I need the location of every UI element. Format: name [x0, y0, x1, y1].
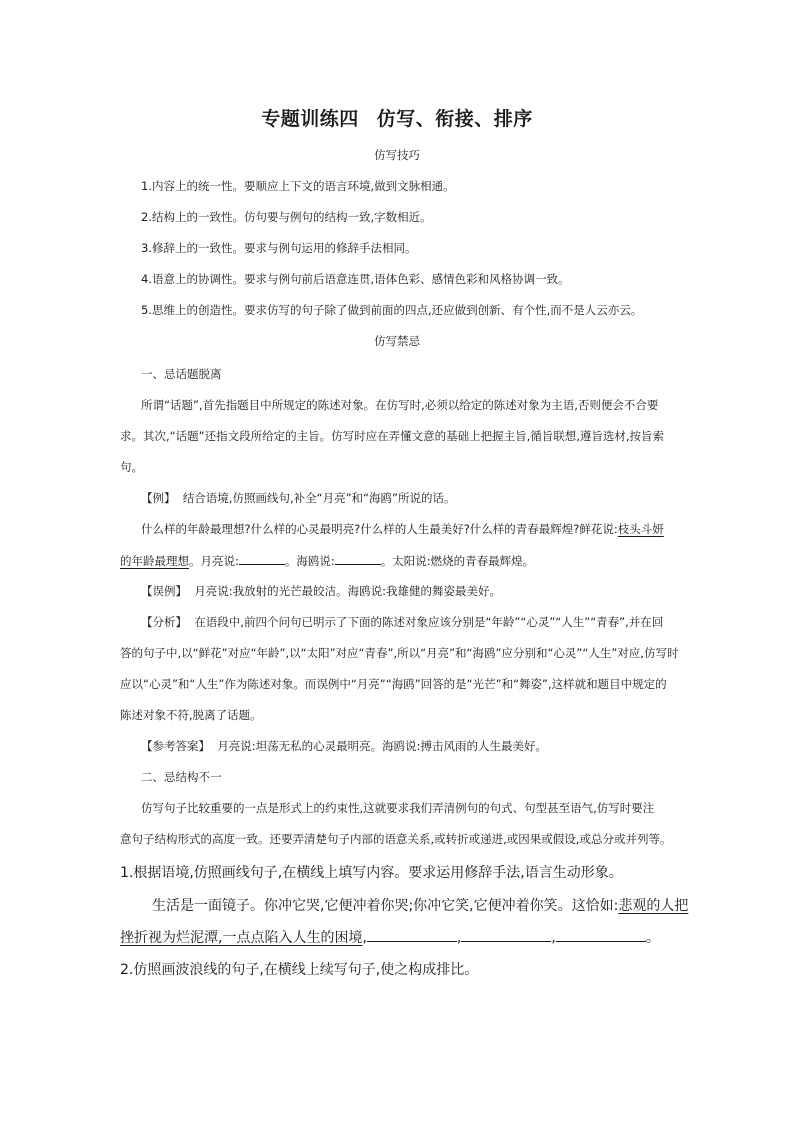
paragraph-line: 句。 [120, 460, 143, 474]
title-topic: 仿写、衔接、排序 [376, 108, 533, 130]
tip-item: 5.思维上的创造性。要求仿写的句子除了做到前面的四点,还应做到创新、有个性,而不是人云亦云。 [141, 303, 643, 317]
example-text: 。月亮说: [189, 554, 239, 568]
underlined-phrase: 的年龄最理想 [120, 554, 189, 568]
part2-heading: 二、忌结构不一 [141, 770, 222, 784]
title-main: 专题训练四 [261, 108, 359, 130]
analysis-line: 陈述对象不符,脱离了话题。 [120, 708, 262, 722]
question-text: 生活是一面镜子。你冲它哭,它便冲着你哭;你冲它笑,它便冲着你笑。这恰如: [152, 898, 619, 914]
example-tag: 【例】 [141, 491, 176, 505]
analysis-text: 在语段中,前四个问句已明示了下面的陈述对象应该分别是“年龄”“心灵”“人生”“青春”,并在回 [194, 615, 664, 629]
tip-item: 2.结构上的一致性。仿句要与例句的结构一致,字数相近。 [141, 210, 432, 224]
example-text: 什么样的年龄最理想?什么样的心灵最明亮?什么样的人生最美好?什么样的青春最辉煌?鲜花说: [141, 522, 618, 536]
analysis-tag: 【分析】 [141, 615, 187, 629]
separator: , [362, 930, 367, 946]
paragraph-line: 所谓“话题”,首先指题目中所规定的陈述对象。在仿写时,必须以给定的陈述对象为主语,否则便会不合要 [141, 398, 659, 412]
paragraph-line: 求。其次,“话题”还指文段所给定的主旨。仿写时应在弄懂文意的基础上把握主旨,循旨联想,遵旨选材,按旨索 [120, 429, 665, 443]
underlined-phrase: 挫折视为烂泥潭,一点点陷入人生的困境 [120, 930, 363, 946]
wrong-example [141, 583, 501, 599]
wrong-example-tag: 【误例】 [141, 584, 187, 598]
separator: , [551, 930, 556, 946]
answer-blank[interactable] [335, 552, 381, 565]
part1-heading: 一、忌话题脱离 [141, 367, 222, 381]
period: 。 [645, 930, 660, 946]
example-text: 。海鸥说: [284, 554, 335, 568]
analysis-line [141, 614, 663, 630]
question-1-line [152, 895, 688, 915]
separator: , [456, 930, 462, 946]
answer-blank[interactable] [461, 929, 551, 942]
reference-answer-tag: 【参考答案】 [141, 739, 210, 753]
tip-item: 3.修辞上的一致性。要求与例句运用的修辞手法相同。 [141, 241, 417, 255]
answer-blank[interactable] [367, 929, 457, 942]
example-line [141, 521, 664, 537]
tip-item: 4.语意上的协调性。要求与例句前后语意连贯,语体色彩、感情色彩和风格协调一致。 [141, 272, 570, 286]
wrong-example-text: 月亮说:我放射的光芒最皎洁。海鸥说:我雄健的舞姿最美好。 [194, 584, 502, 598]
question-2-stem: 2.仿照画波浪线的句子,在横线上续写句子,使之构成排比。 [120, 962, 479, 978]
page-title [0, 104, 794, 131]
question-1-line [120, 927, 660, 947]
underlined-phrase: 枝头斗妍 [617, 522, 664, 536]
analysis-line: 答的句子中,以“鲜花”对应“年龄”,以“太阳”对应“青春”,所以“月亮”和“海鸥”应分别和“心灵”“人生”对应,仿写时 [120, 646, 679, 660]
answer-blank[interactable] [239, 552, 285, 565]
reference-answer [141, 738, 547, 754]
example-text: 。太阳说:燃烧的青春最辉煌。 [380, 554, 535, 568]
tip-item: 1.内容上的统一性。要顺应上下文的语言环境,做到文脉相通。 [141, 179, 455, 193]
example-prompt [141, 490, 455, 506]
reference-answer-text: 月亮说:坦荡无私的心灵最明亮。海鸥说:搏击风雨的人生最美好。 [217, 739, 548, 753]
analysis-line: 应以“心灵”和“人生”作为陈述对象。而误例中“月亮”“海鸥”回答的是“光芒”和“舞姿”,这样就和题目中规定的 [120, 677, 667, 691]
section-heading-taboos: 仿写禁忌 [374, 334, 420, 348]
answer-blank[interactable] [556, 929, 646, 942]
paragraph-line: 仿写句子比较重要的一点是形式上的约束性,这就要求我们弄清例句的句式、句型甚至语气,仿写时要注 [141, 801, 655, 815]
example-prompt-text: 结合语境,仿照画线句,补全“月亮”和“海鸥”所说的话。 [182, 491, 456, 505]
section-heading-techniques: 仿写技巧 [374, 148, 420, 162]
paragraph-line: 意句子结构形式的高度一致。还要弄清楚句子内部的语意关系,或转折或递进,或因果或假设,或总分或并列等。 [120, 832, 672, 846]
question-1-stem: 1.根据语境,仿照画线句子,在横线上填写内容。要求运用修辞手法,语言生动形象。 [120, 865, 623, 881]
example-line [120, 552, 534, 569]
underlined-phrase: 悲观的人把 [618, 898, 689, 914]
